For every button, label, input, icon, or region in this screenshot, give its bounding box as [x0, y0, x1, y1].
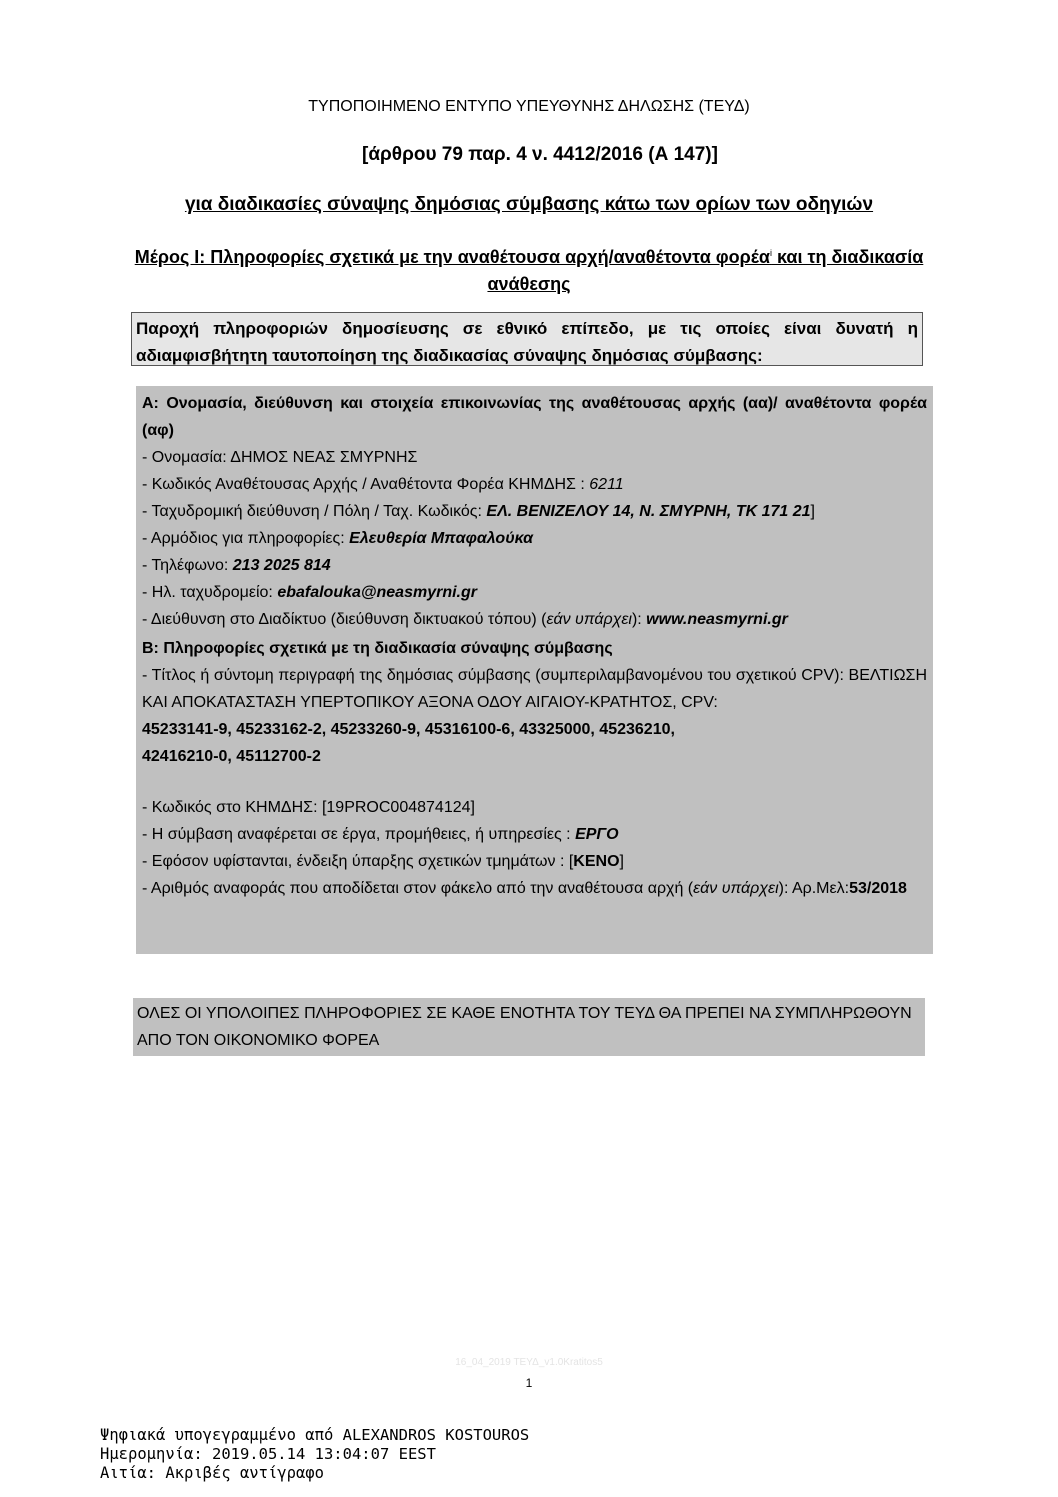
economic-operator-note-text: ΟΛΕΣ ΟΙ ΥΠΟΛΟΙΠΕΣ ΠΛΗΡΟΦΟΡΙΕΣ ΣΕ ΚΑΘΕ ΕΝΟΤΗΤΑ ΤΟΥ ΤΕΥΔ ΘΑ ΠΡΕΠΕΙ ΝΑ ΣΥΜΠΛΗΡΩΘΟΥΝ ΑΠΟ ΤΟΝ ΟΙΚΟΝΟΜΙΚΟ ΦΟΡΕΑ	[137, 1005, 912, 1049]
lots-label: - Εφόσον υφίστανται, ένδειξη ύπαρξης σχετικών τμημάτων : [	[142, 853, 574, 870]
reference-number-row	[142, 875, 927, 902]
signature-date: Ημερομηνία: 2019.05.14 13:04:07 EEST	[100, 1445, 436, 1463]
reference-number-label-end: ): Αρ.Μελ:	[778, 880, 850, 897]
kimdis-code-label: - Κωδικός στο ΚΗΜΔΗΣ:	[142, 799, 322, 816]
contract-type-label: - Η σύμβαση αναφέρεται σε έργα, προμήθειες, ή υπηρεσίες :	[142, 826, 576, 843]
part-title-text: Μέρος Ι: Πληροφορίες σχετικά με την αναθέτουσα αρχή/αναθέτοντα φορέα	[134, 247, 770, 267]
contract-type-row	[142, 821, 927, 848]
footer-file-name: 16_04_2019 ΤΕΥΔ_v1.0Kratitos5	[455, 1357, 603, 1368]
publication-info-box	[131, 312, 923, 366]
document-title: ΤΥΠΟΠΟΙΗΜΕΝΟ ΕΝΤΥΠΟ ΥΠΕΥΘΥΝΗΣ ΔΗΛΩΣΗΣ (ΤΕΥΔ)	[308, 98, 750, 115]
authority-code-row	[142, 471, 927, 498]
contact-person-label: - Αρμόδιος για πληροφορίες:	[142, 530, 350, 547]
website-label-italic: εάν υπάρχει	[546, 611, 632, 628]
postal-address-suffix: ]	[810, 503, 815, 520]
spacer	[142, 770, 927, 794]
section-b-heading: Β: Πληροφορίες σχετικά με τη διαδικασία σύναψης σύμβασης	[142, 640, 613, 657]
phone-row	[142, 552, 927, 579]
authority-code-label: - Κωδικός Αναθέτουσας Αρχής / Αναθέτοντα Φορέα ΚΗΜΔΗΣ :	[142, 476, 590, 493]
authority-name-label: - Ονομασία:	[142, 449, 231, 466]
email-value: ebafalouka@neasmyrni.gr	[277, 584, 477, 601]
email-row	[142, 579, 927, 606]
authority-code-value: 6211	[589, 476, 624, 493]
reference-number-value: 53/2018	[849, 880, 907, 897]
website-label-end: ):	[631, 611, 647, 628]
digital-signature	[100, 1426, 529, 1483]
contact-person-row	[142, 525, 927, 552]
lots-value: ΚΕΝΟ	[573, 853, 620, 870]
procedure-subtitle: για διαδικασίες σύναψης δημόσιας σύμβασης κάτω των ορίων των οδηγιών	[184, 194, 874, 215]
contract-title-text: - Τίτλος ή σύντομη περιγραφή της δημόσιας σύμβασης (συμπεριλαμβανομένου του σχετικού CPV): ΒΕΛΤΙΩΣΗ ΚΑΙ ΑΠΟΚΑΤΑΣΤΑΣΗ ΥΠΕΡΤΟΠΙΚΟΥ ΑΞΟΝΑ ΟΔΟΥ ΑΙΓΑΙΟΥ-ΚΡΑΤΗΤΟΣ, CPV:	[142, 667, 927, 711]
lots-row	[142, 848, 927, 875]
website-value: www.neasmyrni.gr	[646, 611, 788, 628]
contract-type-value: ΕΡΓΟ	[575, 826, 619, 843]
website-label: - Διεύθυνση στο Διαδίκτυο (διεύθυνση δικτυακού τόπου) (	[142, 611, 547, 628]
reference-number-label: - Αριθμός αναφοράς που αποδίδεται στον φάκελο από την αναθέτουσα αρχή (	[142, 880, 694, 897]
signature-signed-by: Ψηφιακά υπογεγραμμένο από ALEXANDROS KOSTOUROS	[100, 1426, 530, 1444]
part-title-text-end: και τη διαδικασία ανάθεσης	[487, 247, 924, 294]
phone-label: - Τηλέφωνο:	[142, 557, 233, 574]
postal-address-value: ΕΛ. ΒΕΝΙΖΕΛΟΥ 14, Ν. ΣΜΥΡΝΗ, ΤΚ 171 21	[486, 503, 811, 520]
postal-address-row	[142, 498, 927, 525]
page-number: 1	[525, 1376, 533, 1390]
reference-number-italic: εάν υπάρχει	[693, 880, 779, 897]
website-row	[142, 606, 927, 633]
email-label: - Ηλ. ταχυδρομείο:	[142, 584, 278, 601]
phone-value: 213 2025 814	[232, 557, 331, 574]
kimdis-code-value: [19PROC004874124]	[321, 799, 475, 816]
footnote-marker: i	[769, 248, 772, 258]
part-title	[120, 240, 938, 298]
law-reference: [άρθρου 79 παρ. 4 ν. 4412/2016 (Α 147)]	[362, 144, 718, 165]
authority-name-row	[142, 444, 927, 471]
cpv-codes-line-1: 45233141-9, 45233162-2, 45233260-9, 45316100-6, 43325000, 45236210,	[142, 721, 675, 738]
contact-person-value: Ελευθερία Μπαφαλούκα	[349, 530, 534, 547]
contracting-authority-box	[136, 386, 933, 954]
authority-name-value: ΔΗΜΟΣ ΝΕΑΣ ΣΜΥΡΝΗΣ	[230, 449, 418, 466]
kimdis-code-row	[142, 794, 927, 821]
cpv-codes-line-2: 42416210-0, 45112700-2	[142, 748, 321, 765]
postal-address-label: - Ταχυδρομική διεύθυνση / Πόλη / Ταχ. Κωδικός:	[142, 503, 487, 520]
publication-info-text: Παροχή πληροφοριών δημοσίευσης σε εθνικό επίπεδο, με τις οποίες είναι δυνατή η αδιαμφισβήτητη ταυτοποίηση της διαδικασίας σύναψης δημόσιας σύμβασης:	[136, 319, 918, 365]
economic-operator-note-box	[133, 998, 925, 1056]
signature-reason: Αιτία: Ακριβές αντίγραφο	[100, 1464, 324, 1482]
lots-suffix: ]	[619, 853, 624, 870]
section-a-heading: Α: Ονομασία, διεύθυνση και στοιχεία επικοινωνίας της αναθέτουσας αρχής (αα)/ αναθέτοντα φορέα (αφ)	[142, 395, 927, 439]
